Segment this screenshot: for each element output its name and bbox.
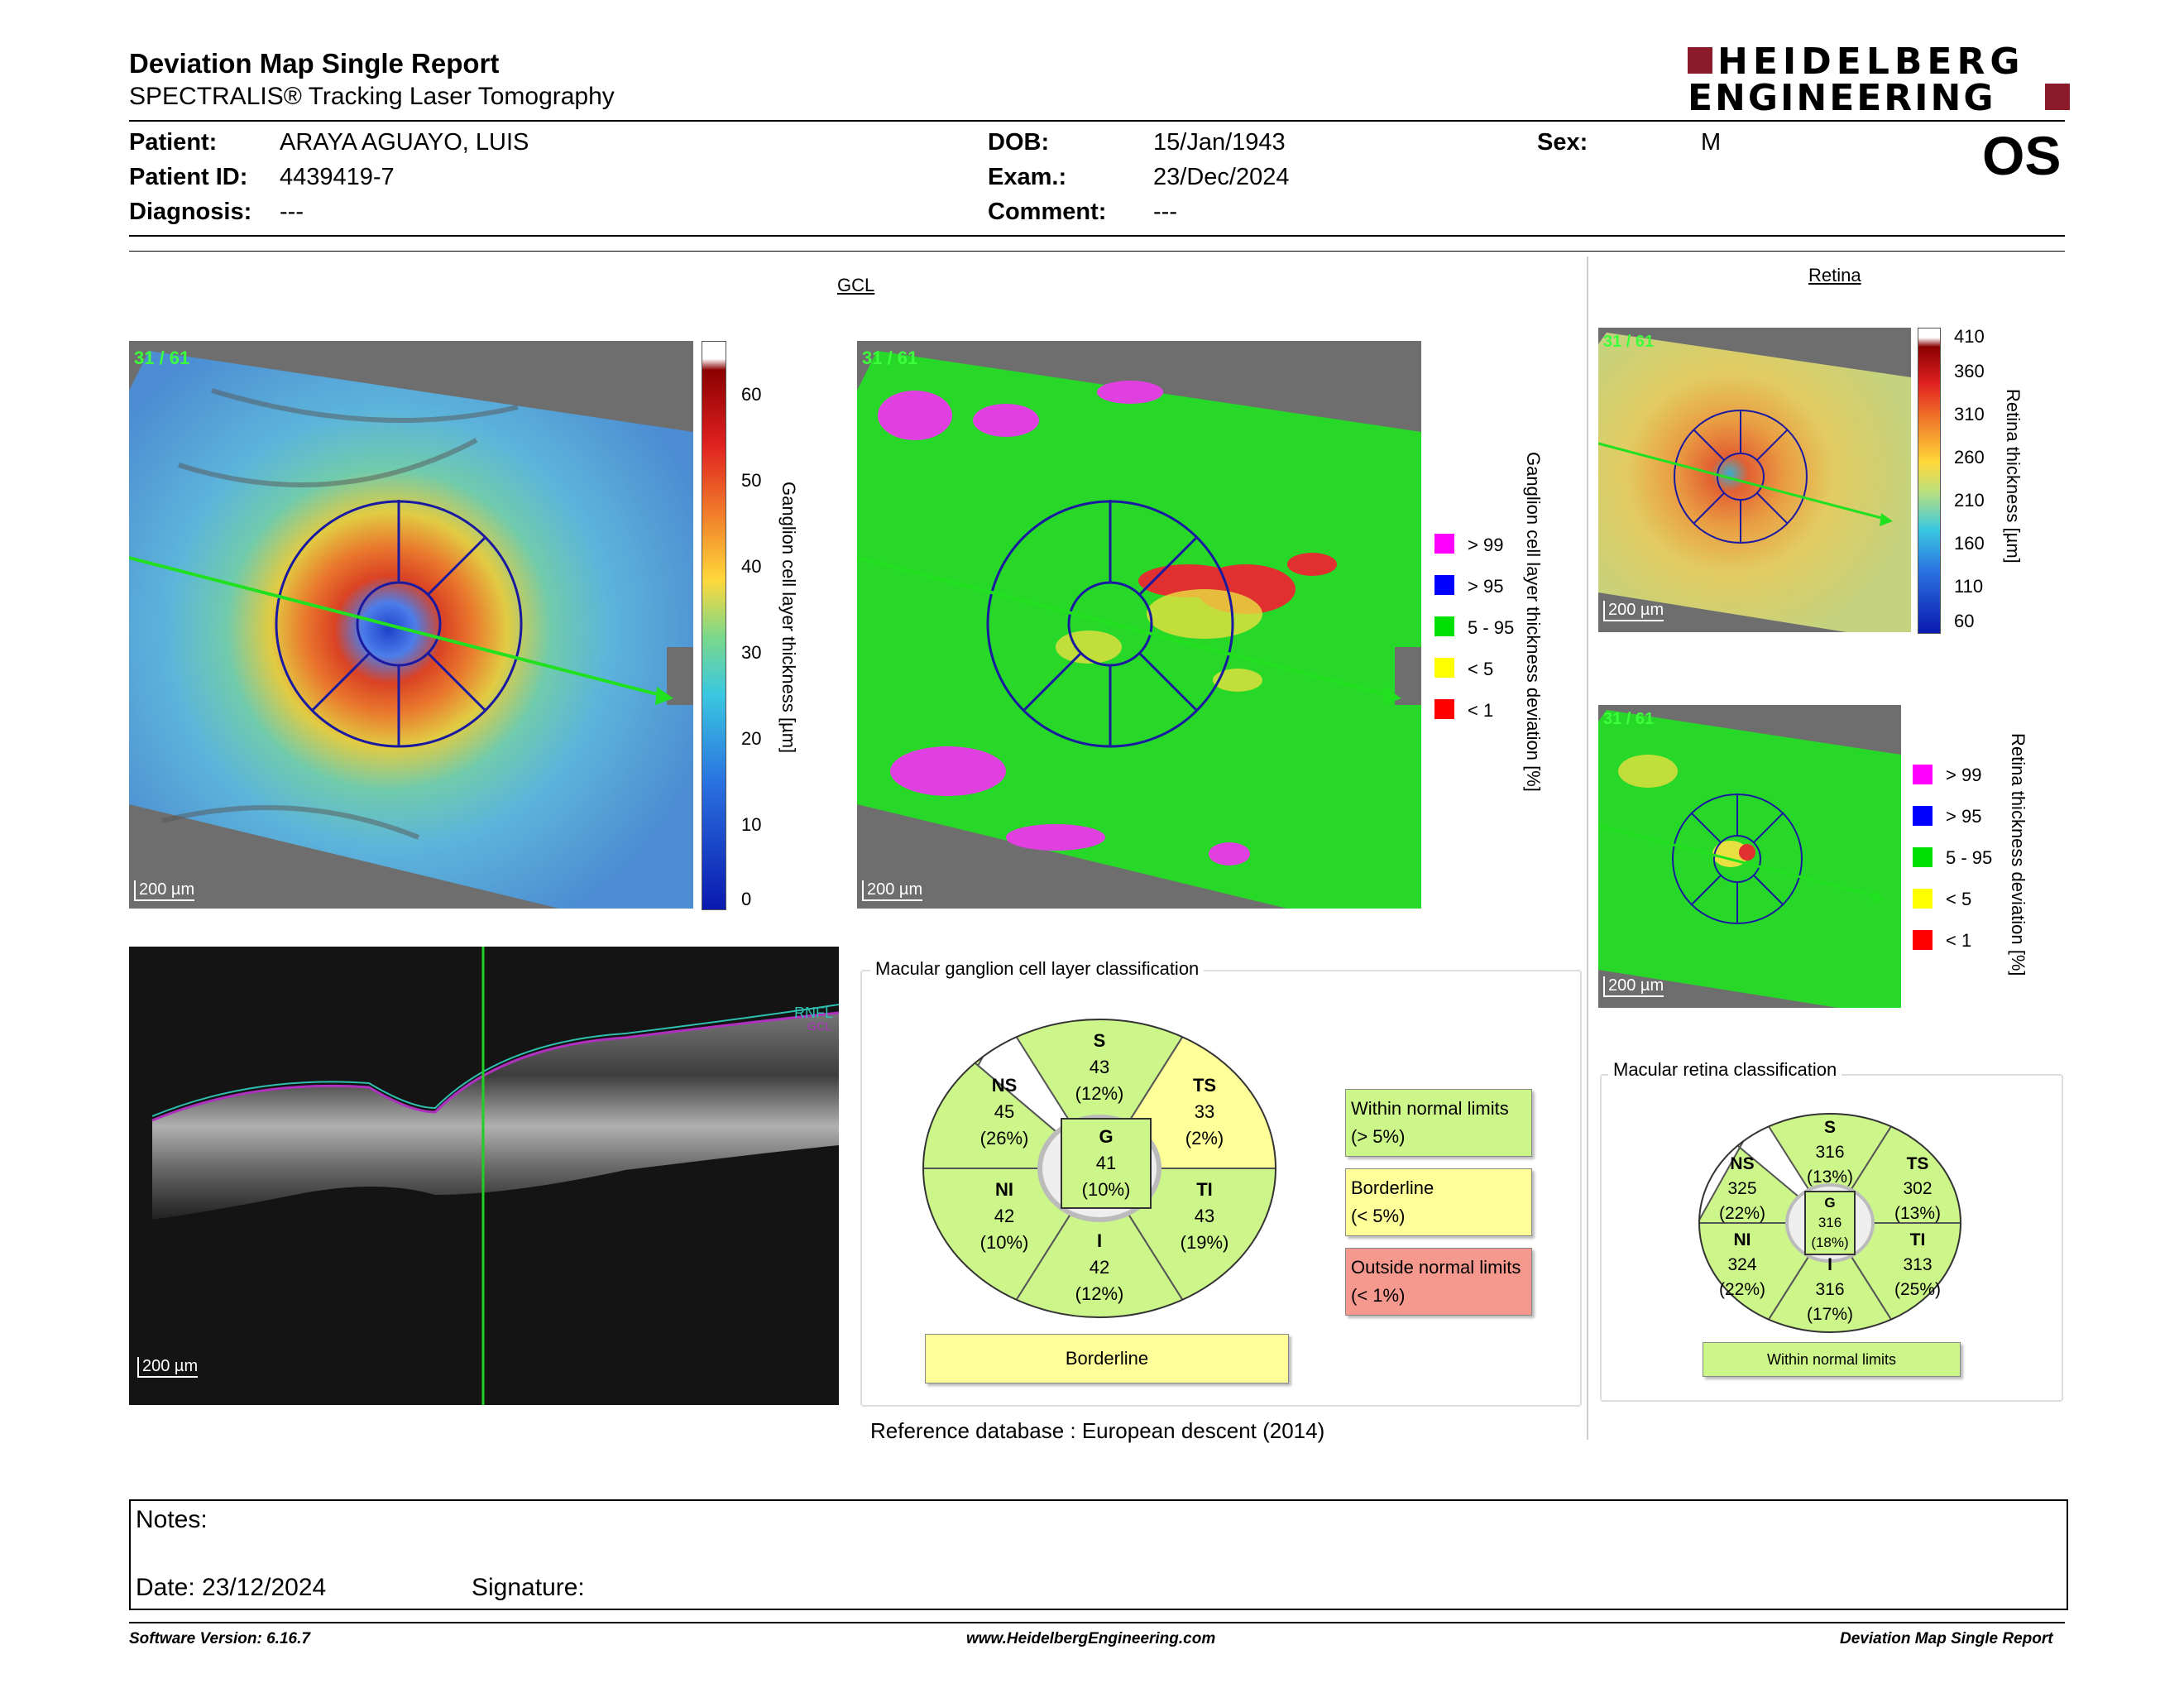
- gcl-sector-ts-name: TS: [1192, 1075, 1217, 1096]
- gcl-sector-ni-value: 42: [994, 1206, 1015, 1226]
- logo-text-line2: ENGINEERING: [1688, 77, 1996, 119]
- reference-database: Reference database : European descent (2014): [870, 1418, 1325, 1443]
- gcl-tick-40: 40: [741, 556, 762, 577]
- logo-block-top: [1688, 47, 1712, 74]
- footer-software-version: Software Version: 6.16.7: [129, 1630, 310, 1647]
- report-subtitle: SPECTRALIS® Tracking Laser Tomography: [129, 83, 615, 110]
- bscan-scale-bar: 200 µm: [137, 1357, 198, 1378]
- legend-outside-normal: [1345, 1248, 1532, 1316]
- legend-onl-line1: Outside normal limits: [1351, 1257, 1521, 1278]
- gcl-sector-g-name: G: [1099, 1126, 1114, 1147]
- patient-divider-2: [129, 251, 2065, 252]
- retina-sector-ns-name: NS: [1730, 1154, 1755, 1173]
- sex-label: Sex:: [1537, 129, 1588, 156]
- gcl-legend-swatch-5-95: [1434, 616, 1454, 636]
- retina-tick-110: 110: [1954, 576, 1984, 597]
- gcl-legend-lt5: < 5: [1468, 659, 1494, 679]
- legend-bl-line1: Borderline: [1351, 1177, 1434, 1198]
- gcl-legend-swatch-lt5: [1434, 658, 1454, 678]
- gcl-dev-scale-bar: 200 µm: [862, 880, 922, 901]
- retina-scale-bar: 200 µm: [1603, 601, 1664, 621]
- retina-legend-gt95: > 95: [1946, 806, 1982, 827]
- retina-sector-ni-value: 324: [1727, 1255, 1757, 1274]
- retina-tick-260: 260: [1954, 447, 1985, 468]
- retina-legend-swatch-lt1: [1913, 930, 1933, 950]
- retina-sector-ti-pct: (25%): [1894, 1280, 1942, 1299]
- retina-sector-ns-pct: (22%): [1718, 1204, 1766, 1223]
- retina-thickness-image: [1598, 328, 1911, 632]
- retina-sector-ts-name: TS: [1906, 1154, 1929, 1173]
- header-divider: [129, 120, 2065, 122]
- gcl-tick-20: 20: [741, 728, 762, 749]
- legend-wnl-line1: Within normal limits: [1351, 1098, 1509, 1119]
- retina-sector-i-name: I: [1827, 1255, 1832, 1274]
- gcl-sector-i-value: 42: [1089, 1257, 1110, 1278]
- gcl-classification-result: Borderline: [925, 1334, 1289, 1383]
- gcl-sector-chart: [922, 1018, 1277, 1319]
- legend-borderline: [1345, 1168, 1532, 1236]
- retina-sector-g-name: G: [1824, 1195, 1836, 1211]
- exam-value: 23/Dec/2024: [1153, 164, 1290, 190]
- gcl-deviation-map: [857, 341, 1421, 909]
- gcl-thickness-colorbar: [702, 341, 726, 910]
- gcl-deviation-image: [857, 341, 1421, 909]
- retina-sector-ts-pct: (13%): [1894, 1204, 1942, 1223]
- legend-wnl-line2: (> 5%): [1351, 1126, 1406, 1147]
- gcl-sector-s-value: 43: [1089, 1057, 1110, 1077]
- gcl-tick-50: 50: [741, 470, 762, 491]
- retina-deviation-axis-label: Retina thickness deviation [%]: [2008, 733, 2028, 976]
- retina-tick-60: 60: [1954, 611, 1975, 631]
- gcl-tick-30: 30: [741, 642, 762, 663]
- retina-thickness-map: [1598, 328, 1911, 632]
- retina-tick-360: 360: [1954, 361, 1985, 381]
- legend-within-normal: [1345, 1089, 1532, 1157]
- retina-legend-5-95: 5 - 95: [1946, 847, 1993, 868]
- gcl-sector-ti-value: 43: [1194, 1206, 1215, 1226]
- gcl-tick-60: 60: [741, 384, 762, 405]
- patient-id-value: 4439419-7: [280, 164, 395, 190]
- sex-value: M: [1701, 129, 1722, 156]
- legend-onl-line2: (< 1%): [1351, 1285, 1406, 1306]
- gcl-sector-i-pct: (12%): [1075, 1283, 1124, 1304]
- bscan-image: [129, 947, 839, 1405]
- retina-legend-gt99: > 99: [1946, 765, 1982, 785]
- retina-sector-g-value: 316: [1818, 1215, 1842, 1230]
- dob-value: 15/Jan/1943: [1153, 129, 1286, 156]
- retina-frame-count: 31 / 61: [1603, 333, 1655, 351]
- logo-block-bottom: [2045, 84, 2070, 110]
- logo-text-line1: HEIDELBERG: [1717, 41, 2025, 83]
- gcl-legend-swatch-gt95: [1434, 575, 1454, 595]
- retina-sector-ni-pct: (22%): [1718, 1280, 1766, 1299]
- gcl-sector-ti-pct: (19%): [1180, 1232, 1229, 1253]
- retina-legend-lt5: < 5: [1946, 889, 1972, 909]
- footer-report-name: Deviation Map Single Report: [1840, 1630, 2053, 1647]
- gcl-sector-ni-pct: (10%): [979, 1232, 1029, 1253]
- footer-divider: [129, 1622, 2065, 1623]
- retina-thickness-colorbar: [1918, 328, 1941, 634]
- patient-name: ARAYA AGUAYO, LUIS: [280, 129, 529, 156]
- notes-date: Date: 23/12/2024: [136, 1574, 327, 1601]
- gcl-section-title: GCL: [837, 275, 875, 295]
- dob-label: DOB:: [988, 129, 1050, 156]
- retina-sector-i-value: 316: [1815, 1280, 1845, 1299]
- patient-label: Patient:: [129, 129, 218, 156]
- retina-sector-ti-name: TI: [1909, 1230, 1926, 1249]
- gcl-thickness-image: [129, 341, 693, 909]
- gcl-sector-ti-name: TI: [1196, 1179, 1213, 1200]
- retina-legend-lt1: < 1: [1946, 930, 1972, 951]
- retina-sector-ns-value: 325: [1727, 1179, 1757, 1198]
- bscan-layer-rnfl: RNFL: [794, 1005, 834, 1021]
- report-title: Deviation Map Single Report: [129, 48, 500, 79]
- retina-legend-swatch-5-95: [1913, 847, 1933, 867]
- retina-sector-ti-value: 313: [1903, 1255, 1933, 1274]
- gcl-legend-gt99: > 99: [1468, 535, 1504, 555]
- gcl-sector-g-pct: (10%): [1081, 1179, 1131, 1200]
- gcl-sector-s-pct: (12%): [1075, 1083, 1124, 1104]
- diagnosis-label: Diagnosis:: [129, 199, 252, 225]
- gcl-sector-ts-value: 33: [1194, 1101, 1215, 1122]
- exam-label: Exam.:: [988, 164, 1067, 190]
- retina-sector-s-pct: (13%): [1806, 1168, 1854, 1187]
- section-divider: [1587, 257, 1588, 1440]
- bscan-layer-gcl: GCL: [807, 1019, 831, 1033]
- retina-tick-310: 310: [1954, 404, 1985, 424]
- patient-id-label: Patient ID:: [129, 164, 248, 190]
- gcl-legend-gt95: > 95: [1468, 576, 1504, 597]
- footer-url[interactable]: www.HeidelbergEngineering.com: [966, 1630, 1216, 1647]
- retina-tick-210: 210: [1954, 490, 1985, 511]
- eye-label: OS: [1982, 125, 2062, 186]
- gcl-scale-bar: 200 µm: [134, 880, 194, 901]
- patient-divider-1: [129, 235, 2065, 237]
- gcl-sector-ns-pct: (26%): [979, 1128, 1029, 1149]
- gcl-legend-lt1: < 1: [1468, 700, 1494, 721]
- gcl-legend-5-95: 5 - 95: [1468, 617, 1515, 638]
- gcl-thickness-map: [129, 341, 693, 909]
- gcl-sector-g-value: 41: [1095, 1153, 1117, 1173]
- gcl-tick-0: 0: [741, 889, 752, 909]
- retina-classification-result: Within normal limits: [1703, 1342, 1961, 1377]
- gcl-legend-swatch-gt99: [1434, 534, 1454, 554]
- retina-legend-swatch-gt95: [1913, 806, 1933, 826]
- gcl-sector-ns-name: NS: [991, 1075, 1018, 1096]
- retina-legend-swatch-lt5: [1913, 889, 1933, 909]
- heidelberg-logo: [1688, 41, 2076, 119]
- retina-deviation-map: [1598, 705, 1901, 1008]
- comment-value: ---: [1153, 199, 1177, 225]
- retina-sector-ni-name: NI: [1733, 1230, 1751, 1249]
- gcl-sector-ns-value: 45: [994, 1101, 1015, 1122]
- gcl-classification-title: Macular ganglion cell layer classification: [870, 958, 1204, 980]
- retina-legend-swatch-gt99: [1913, 765, 1933, 784]
- retina-sector-s-value: 316: [1815, 1143, 1845, 1162]
- gcl-sector-ts-pct: (2%): [1185, 1128, 1224, 1149]
- gcl-sector-i-name: I: [1096, 1230, 1103, 1251]
- retina-tick-410: 410: [1954, 326, 1985, 347]
- comment-label: Comment:: [988, 199, 1107, 225]
- gcl-legend-swatch-lt1: [1434, 699, 1454, 719]
- retina-dev-frame-count: 31 / 61: [1603, 710, 1655, 728]
- retina-thickness-axis-label: Retina thickness [µm]: [2003, 389, 2024, 563]
- retina-section-title: Retina: [1808, 265, 1861, 285]
- retina-deviation-image: [1598, 705, 1901, 1008]
- retina-sector-s-name: S: [1823, 1118, 1836, 1137]
- retina-sector-chart: [1698, 1112, 1962, 1334]
- gcl-tick-10: 10: [741, 814, 762, 835]
- retina-sector-ts-value: 302: [1903, 1179, 1933, 1198]
- gcl-thickness-axis-label: Ganglion cell layer thickness [µm]: [778, 482, 799, 754]
- gcl-deviation-axis-label: Ganglion cell layer thickness deviation [%]: [1523, 452, 1544, 792]
- diagnosis-value: ---: [280, 199, 304, 225]
- gcl-frame-count: 31 / 61: [134, 348, 190, 368]
- notes-label: Notes:: [136, 1506, 208, 1533]
- legend-bl-line2: (< 5%): [1351, 1206, 1406, 1226]
- gcl-dev-frame-count: 31 / 61: [862, 348, 918, 368]
- retina-dev-scale-bar: 200 µm: [1603, 976, 1664, 997]
- retina-tick-160: 160: [1954, 533, 1985, 554]
- notes-box[interactable]: [129, 1499, 2068, 1610]
- retina-sector-g-pct: (18%): [1811, 1235, 1849, 1250]
- signature-label: Signature:: [472, 1574, 585, 1601]
- retina-classification-title: Macular retina classification: [1608, 1059, 1842, 1081]
- gcl-sector-ni-name: NI: [995, 1179, 1013, 1200]
- retina-sector-i-pct: (17%): [1806, 1305, 1854, 1324]
- oct-bscan: [129, 947, 839, 1405]
- gcl-sector-s-name: S: [1093, 1030, 1106, 1051]
